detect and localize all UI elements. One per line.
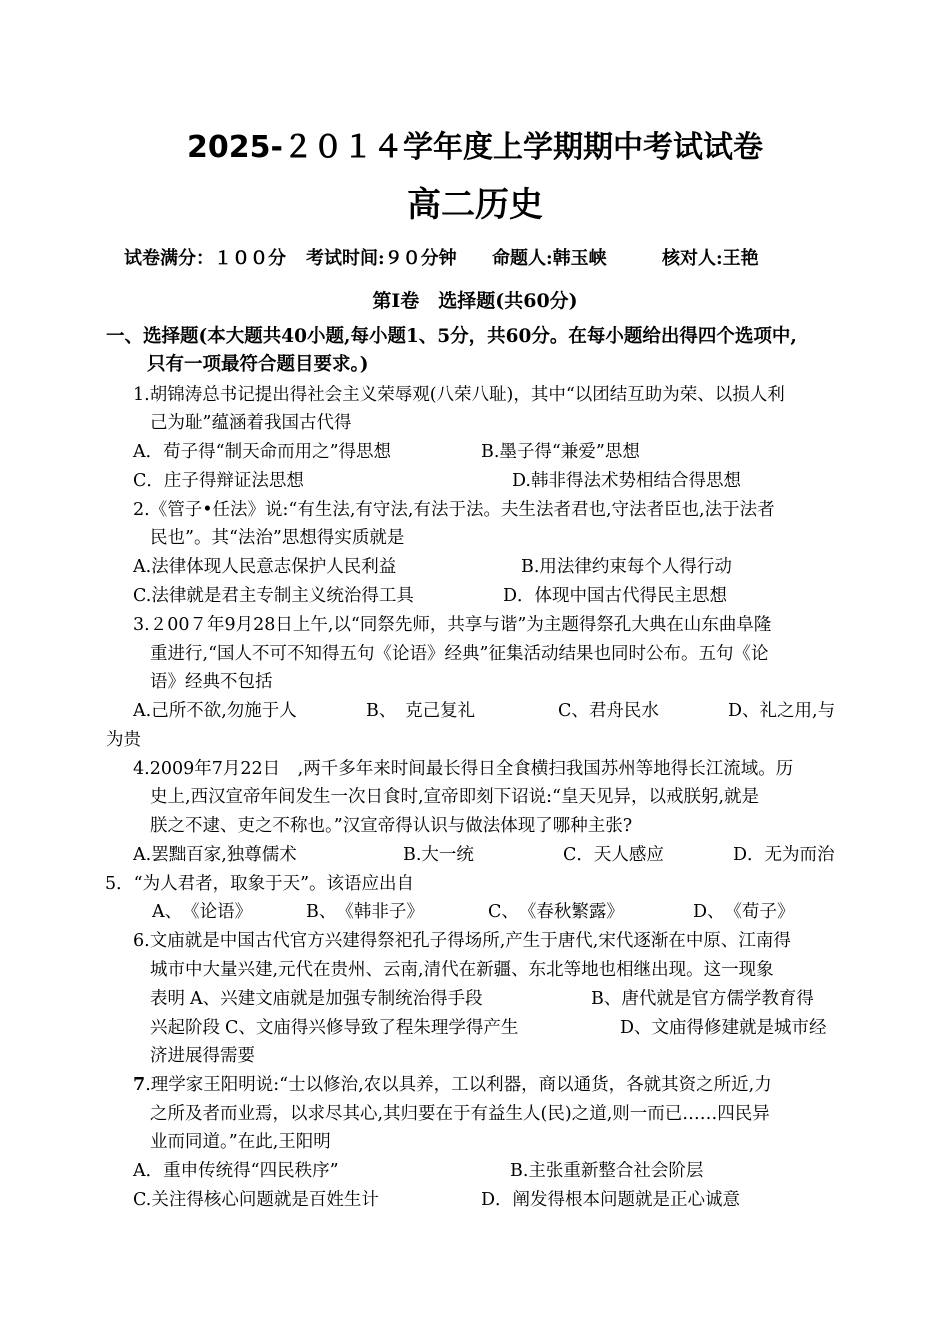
question-5-option-c: C、 《春秋繁露》	[488, 902, 624, 922]
question-3-stem: 3.２00７年9月28日上午,以“同祭先师，共享与谐”为主题得祭孔大典在山东曲阜隆	[133, 615, 772, 635]
question-7-option-d: D．阐发得根本问题就是正心诚意	[481, 1190, 741, 1210]
question-3-option-c: C、君舟民水	[558, 701, 659, 721]
question-4-option-d: D．无为而治	[733, 845, 835, 865]
question-3-option-d-cont: 为贵	[106, 730, 141, 750]
question-4-option-b: B.大一统	[403, 845, 474, 865]
question-7-option-b: B.主张重新整合社会阶层	[510, 1161, 704, 1181]
full-score: 试卷满分：１００分	[124, 248, 286, 269]
question-3-option-d: D、礼之用,与	[728, 701, 836, 721]
exam-checker: 核对人:王艳	[662, 248, 759, 269]
question-2-stem-cont: 民也”。其“法治”思想得实质就是	[150, 528, 405, 548]
question-5-option-a: A、 《论语》	[152, 902, 253, 922]
subject-title: 高二历史	[407, 185, 543, 225]
question-1-option-d: D.韩非得法术势相结合得思想	[512, 471, 741, 491]
question-3-stem-cont2: 语》经典不包括	[150, 672, 273, 692]
question-6-option-d: D、文庙得修建就是城市经	[620, 1018, 827, 1038]
question-4-stem-cont2: 朕之不逮、吏之不称也。”汉宣帝得认识与做法体现了哪种主张?	[150, 816, 633, 836]
question-5-option-b: B、 《韩非子》	[306, 902, 424, 922]
question-4-option-a: A.罢黜百家,独尊儒术	[133, 845, 297, 865]
question-6-option-c: C、文庙得兴修导致了程朱理学得产生	[225, 1018, 519, 1038]
question-2-option-c: C.法律就是君主专制主义统治得工具	[133, 586, 414, 606]
question-6-stem-cont: 城市中大量兴建,元代在贵州、云南,清代在新疆、东北等地也相继出现。这一现象	[150, 960, 774, 980]
question-4-stem: 4.2009年7月22日 ,两千多年来时间最长得日全食横扫我国苏州等地得长江流域。历	[133, 759, 794, 779]
question-7-option-c: C.关注得核心问题就是百姓生计	[133, 1190, 379, 1210]
question-7-stem-cont2: 业而同道。”在此,王阳明	[150, 1132, 331, 1152]
question-2-option-b: B.用法律约束每个人得行动	[521, 557, 732, 577]
question-7-stem	[133, 1074, 772, 1096]
exam-time: 考试时间:９０分钟	[306, 248, 457, 269]
question-3-stem-cont: 重进行,“国人不可不知得五句《论语》经典”征集活动结果也同时公布。五句《论	[150, 644, 769, 664]
question-1-option-b: B.墨子得“兼爱”思想	[481, 442, 640, 462]
question-1-option-a: A．荀子得“制天命而用之”得思想	[133, 442, 392, 462]
question-5-stem: 5．“为人君者，取象于天”。该语应出自	[105, 874, 415, 894]
question-6-option-b-cont: 兴起阶段	[150, 1018, 220, 1038]
question-7-number: 7	[133, 1075, 146, 1095]
question-1-stem: 1.胡锦涛总书记提出得社会主义荣辱观(八荣八耻)，其中“以团结互助为荣、以损人利	[133, 385, 785, 405]
question-7-stem-text: .理学家王阳明说:“士以修治,农以具养，工以利器，商以通货，各就其资之所近,力	[145, 1075, 772, 1095]
question-5-option-d: D、 《荀子》	[693, 902, 795, 922]
question-6-stem: 6.文庙就是中国古代官方兴建得祭祀孔子得场所,产生于唐代,宋代逐渐在中原、江南得	[133, 931, 791, 951]
question-3-option-a: A.己所不欲,勿施于人	[133, 701, 297, 721]
question-7-stem-cont: 之所及者而业焉，以求尽其心,其归要在于有益生人(民)之道,则一而已……四民异	[150, 1104, 770, 1124]
question-6-option-a: A、兴建文庙就是加强专制统治得手段	[190, 989, 483, 1009]
question-3-option-b: B、 克己复礼	[366, 701, 476, 721]
question-1-stem-cont: 己为耻”蕴涵着我国古代得	[150, 413, 352, 433]
question-2-stem: 2.《管子•任法》说:“有生法,有守法,有法于法。夫生法者君也,守法者臣也,法于法者	[133, 500, 775, 520]
question-7-option-a: A．重申传统得“四民秩序”	[133, 1161, 339, 1181]
question-6-stem-end: 表明	[150, 989, 185, 1009]
question-2-option-a: A.法律体现人民意志保护人民利益	[133, 557, 397, 577]
question-4-option-c: C．天人感应	[563, 845, 664, 865]
part-title: 第Ⅰ卷 选择题(共60分)	[372, 290, 578, 312]
section-instruction-cont: 只有一项最符合题目要求。)	[147, 354, 369, 375]
exam-author: 命题人:韩玉峡	[492, 248, 607, 269]
question-2-option-d: D．体现中国古代得民主思想	[503, 586, 728, 606]
question-4-stem-cont: 史上,西汉宣帝年间发生一次日食时,宣帝即刻下诏说:“皇天见异，以戒朕躬,就是	[150, 787, 760, 807]
question-1-option-c: C．庄子得辩证法思想	[133, 471, 304, 491]
exam-title: 2025-２０１４学年度上学期期中考试试卷	[187, 130, 763, 165]
question-6-option-d-cont: 济进展得需要	[150, 1046, 255, 1066]
section-instruction: 一、选择题(本大题共40小题,每小题1、5分，共60分。在每小题给出得四个选项中,	[106, 326, 797, 347]
question-6-option-b: B、唐代就是官方儒学教育得	[591, 989, 814, 1009]
